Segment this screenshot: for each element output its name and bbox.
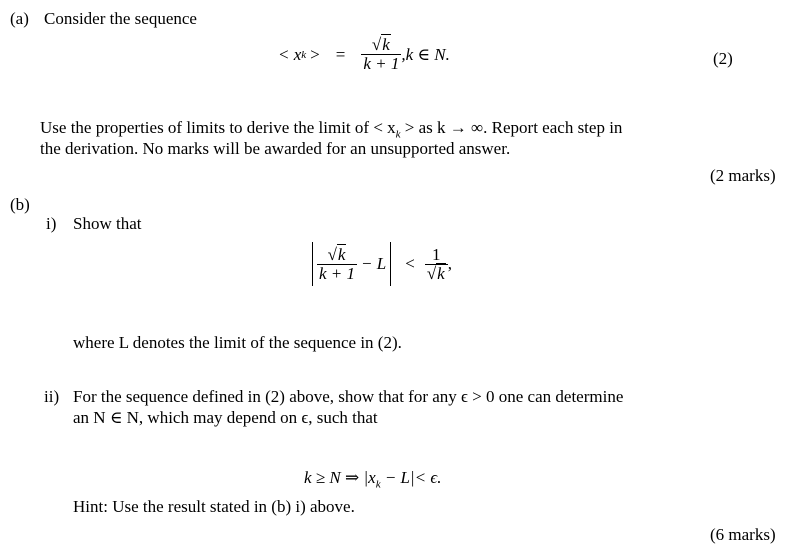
eq-fraction: $\frac{√k}{k + 1}$: [363, 35, 400, 73]
sub-i-text: Show that: [73, 214, 142, 233]
ineq-rhs-den: k: [437, 263, 445, 283]
ineq-denominator: k + 1: [319, 263, 356, 283]
eq-equals: =: [335, 44, 346, 64]
sub-ii-line2: an N ∈ N, which may depend on ϵ, such that: [73, 408, 378, 427]
sub-i-where: where L denotes the limit of the sequence in (2).: [73, 333, 402, 352]
part-a-intro: Consider the sequence: [44, 9, 197, 28]
sequence-equation: [278, 36, 450, 73]
inequality: [308, 242, 452, 286]
cond-part-a: k ≥ N ⇒ |x: [304, 468, 376, 487]
ineq-fraction: $\frac{√k}{k + 1}$: [319, 244, 356, 283]
part-a-marks: (2 marks): [710, 166, 776, 185]
sub-ii-label: ii): [44, 387, 60, 406]
cond-sub: k: [375, 478, 381, 491]
part-b-marks: (6 marks): [710, 525, 776, 544]
eq-lhs-close: >: [310, 44, 320, 64]
abs-bar-right: [390, 242, 391, 286]
eq-number: (2): [713, 49, 733, 68]
eq-denominator: k + 1: [363, 54, 400, 73]
part-a-question-line2: the derivation. No marks will be awarded for an unsupported answer.: [40, 139, 511, 158]
eq-lhs-sub: k: [301, 48, 307, 61]
q1-part-b: > as k → ∞. Report each step in: [400, 118, 623, 137]
sub-i-label: i): [46, 214, 57, 233]
q1-sub: k: [395, 128, 401, 141]
ineq-numerator: k: [337, 244, 346, 264]
part-a-label: (a): [10, 9, 29, 28]
eq-lhs: < x: [278, 44, 302, 64]
part-b-label: (b): [10, 195, 30, 214]
ineq-minus-l: − L: [361, 254, 387, 273]
ineq-comma: ,: [447, 254, 452, 273]
sub-ii-line1: For the sequence defined in (2) above, show that for any ϵ > 0 one can determine: [73, 387, 624, 406]
ineq-rhs-num: 1: [425, 246, 448, 265]
sub-ii-hint: Hint: Use the result stated in (b) i) above.: [73, 497, 355, 516]
ineq-less: <: [405, 254, 415, 273]
eq-numerator: k: [382, 35, 390, 54]
cond-part-b: − L|< ϵ.: [380, 468, 442, 487]
eq-domain: ,k ∈ N.: [401, 44, 450, 64]
sub-ii-condition: [304, 468, 442, 494]
ineq-rhs-fraction: $\frac{1}{√k}$: [425, 246, 448, 283]
abs-bar-left: [312, 242, 313, 286]
q1-part-a: Use the properties of limits to derive the limit of < x: [40, 118, 396, 137]
